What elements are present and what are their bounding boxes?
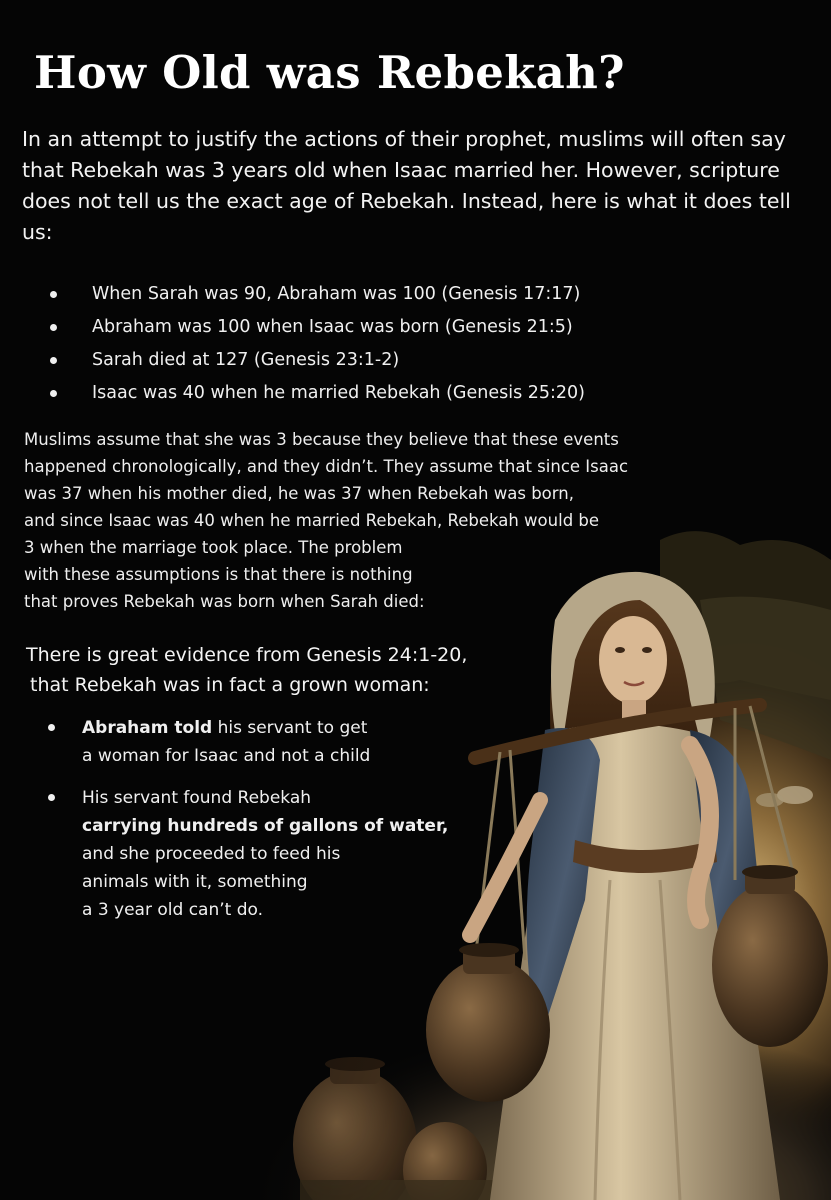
page-title: How Old was Rebekah? [34,46,625,99]
bullet-icon [50,357,57,364]
intro-paragraph: In an attempt to justify the actions of their prophet, muslims will often say that Rebekah was 3 years old when Isaac married her. However, scripture does not tell us the exact age of Rebekah. Instead, here is what it does tell us: [22,127,791,244]
evidence-line: There is great evidence from Genesis 24:1-20, [26,644,468,666]
list-item: His servant found Rebekah carrying hundreds of gallons of water, and she proceeded to feed his animals with it, something a 3 year old can’t do. [46,784,448,924]
bullet-icon [50,324,57,331]
list-item: Abraham told his servant to get a woman for Isaac and not a child [46,714,448,770]
paragraph-line: and since Isaac was 40 when he married Rebekah, Rebekah would be [24,511,600,530]
list-item: Sarah died at 127 (Genesis 23:1-2) [46,344,585,377]
paragraph-line: with these assumptions is that there is nothing [24,565,413,584]
assumption-paragraph [24,426,724,615]
bold-text: Abraham told [82,718,213,738]
bold-text: carrying hundreds of gallons of water, [82,816,449,836]
bullet-icon [48,794,55,801]
evidence-list [46,714,448,924]
bullet-icon [50,291,57,298]
paragraph-line: Muslims assume that she was 3 because they believe that these events [24,430,619,449]
bullet-icon [50,390,57,397]
evidence-heading [26,640,467,700]
list-item: Abraham was 100 when Isaac was born (Genesis 21:5) [46,311,585,344]
bullet-icon [48,724,55,731]
paragraph-line: happened chronologically, and they didn’t. They assume that since Isaac [24,457,629,476]
paragraph-line: that proves Rebekah was born when Sarah died: [24,592,425,611]
list-item: When Sarah was 90, Abraham was 100 (Genesis 17:17) [46,278,585,311]
paragraph-line: was 37 when his mother died, he was 37 when Rebekah was born, [24,484,574,503]
list-item: Isaac was 40 when he married Rebekah (Genesis 25:20) [46,377,585,410]
evidence-line: that Rebekah was in fact a grown woman: [30,674,430,696]
paragraph-line: 3 when the marriage took place. The problem [24,538,403,557]
facts-list [46,278,585,410]
